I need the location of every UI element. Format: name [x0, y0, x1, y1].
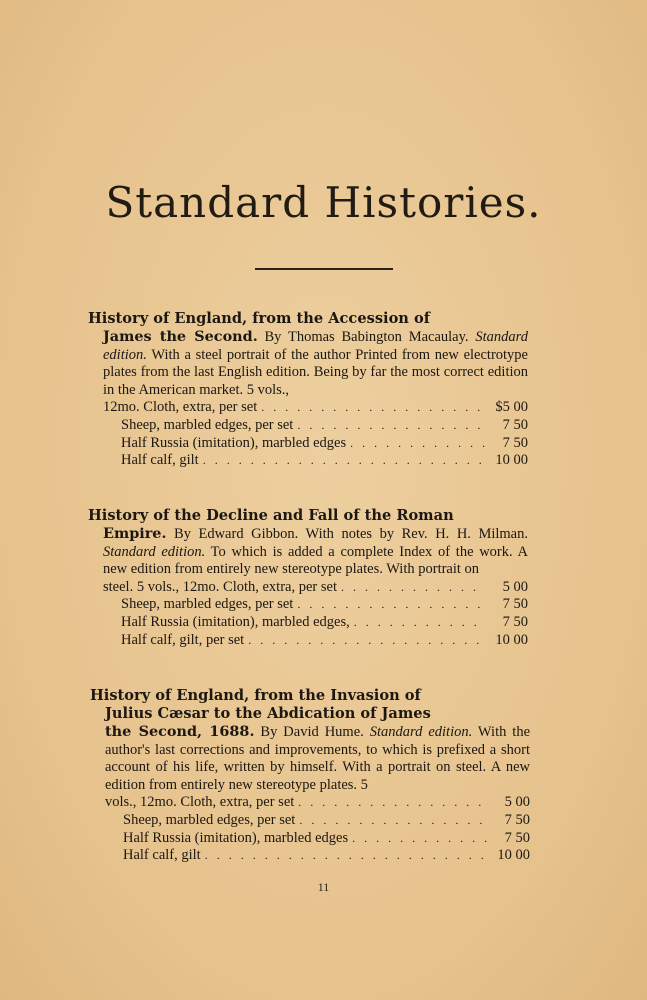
leader-dots — [341, 579, 486, 597]
price-value: 7 50 — [502, 434, 528, 451]
price-label: 12mo. Cloth, extra, per set — [103, 399, 258, 416]
price-label: steel. 5 vols., 12mo. Cloth, extra, per set — [103, 578, 337, 595]
desc-italic: Standard edition. — [103, 543, 206, 560]
entry-gibbon — [88, 507, 528, 649]
leader-dots — [350, 435, 486, 453]
price-value: 7 50 — [502, 596, 528, 613]
entry-hume — [90, 687, 530, 865]
desc-text: With a steel portrait of the author Printed from new electrotype plates from the last English edition. Being by far the most correct edition in the American market. 5 vols., — [103, 346, 528, 398]
price-label: Half Russia (imitation), marbled edges — [123, 829, 349, 846]
leader-dots — [299, 812, 488, 830]
price-value: 10 00 — [495, 452, 528, 469]
leader-dots — [354, 614, 486, 632]
price-row — [90, 812, 530, 830]
leader-dots — [203, 452, 486, 470]
leader-dots — [205, 847, 488, 865]
price-value: 7 50 — [504, 829, 530, 846]
entry-description — [88, 525, 528, 579]
desc-text: By Thomas Babington Macaulay. — [257, 329, 476, 345]
price-label: Half calf, gilt — [123, 847, 201, 864]
price-label: Half calf, gilt — [121, 452, 199, 469]
price-row — [88, 614, 528, 632]
price-value: 5 00 — [502, 578, 528, 595]
entry-heading-continuation: Empire. — [103, 525, 167, 542]
entry-heading-line1: History of England, from the Accession of — [88, 310, 431, 327]
price-label: vols., 12mo. Cloth, extra, per set — [105, 794, 295, 811]
entry-macaulay — [88, 310, 528, 470]
page-title: Standard Histories. — [105, 178, 542, 227]
price-value: 7 50 — [502, 613, 528, 630]
leader-dots — [248, 632, 486, 650]
price-value: 7 50 — [502, 416, 528, 433]
price-row — [88, 579, 528, 597]
price-label: Half Russia (imitation), marbled edges — [121, 434, 347, 451]
price-label: Sheep, marbled edges, per set — [121, 416, 294, 433]
price-value: 10 00 — [495, 631, 528, 648]
leader-dots — [298, 794, 488, 812]
price-label: Sheep, marbled edges, per set — [123, 811, 296, 828]
entry-heading-continuation: the Second, 1688. — [105, 723, 255, 740]
entry-description — [88, 328, 528, 399]
leader-dots — [261, 399, 486, 417]
entry-heading-line2: Julius Cæsar to the Abdication of James — [105, 705, 431, 722]
price-value: 5 00 — [504, 794, 530, 811]
entry-heading-line1: History of the Decline and Fall of the Roman — [88, 507, 454, 524]
price-value: 7 50 — [504, 811, 530, 828]
price-row — [88, 632, 528, 650]
price-label: Half calf, gilt, per set — [121, 631, 245, 648]
desc-text: By David Hume. — [254, 724, 370, 740]
price-row — [88, 452, 528, 470]
desc-italic: Standard edition. — [369, 724, 473, 740]
entry-description — [90, 723, 530, 794]
price-row — [90, 794, 530, 812]
leader-dots — [297, 596, 486, 614]
price-label: Half Russia (imitation), marbled edges, — [121, 613, 350, 630]
price-row — [88, 596, 528, 614]
price-row — [88, 417, 528, 435]
entry-heading — [90, 687, 530, 723]
desc-text: With the author's last corrections and improvements, to which is prefixed a short account of his life, written by himself. With a portrait on steel. A new edition from entirely new stereotype plates. 5 — [105, 724, 531, 793]
entry-heading — [88, 507, 528, 525]
leader-dots — [297, 417, 486, 435]
price-row — [88, 399, 528, 417]
title-rule — [255, 268, 393, 270]
desc-italic: Standard edition. — [103, 329, 528, 363]
price-value: 10 00 — [497, 847, 530, 864]
page-number: 11 — [317, 880, 330, 894]
price-row — [90, 847, 530, 865]
price-row — [88, 435, 528, 453]
price-value: $5 00 — [495, 399, 528, 416]
desc-text: To which is added a complete Index of the work. A new edition from entirely new stereotype plates. With portrait on — [103, 543, 528, 578]
entry-heading — [88, 310, 528, 328]
leader-dots — [352, 830, 488, 848]
price-label: Sheep, marbled edges, per set — [121, 596, 294, 613]
entry-heading-line1: History of England, from the Invasion of — [90, 687, 421, 704]
price-row — [90, 830, 530, 848]
entry-heading-continuation: James the Second. — [103, 328, 258, 345]
desc-text: By Edward Gibbon. With notes by Rev. H. H. Milman. — [166, 526, 528, 542]
